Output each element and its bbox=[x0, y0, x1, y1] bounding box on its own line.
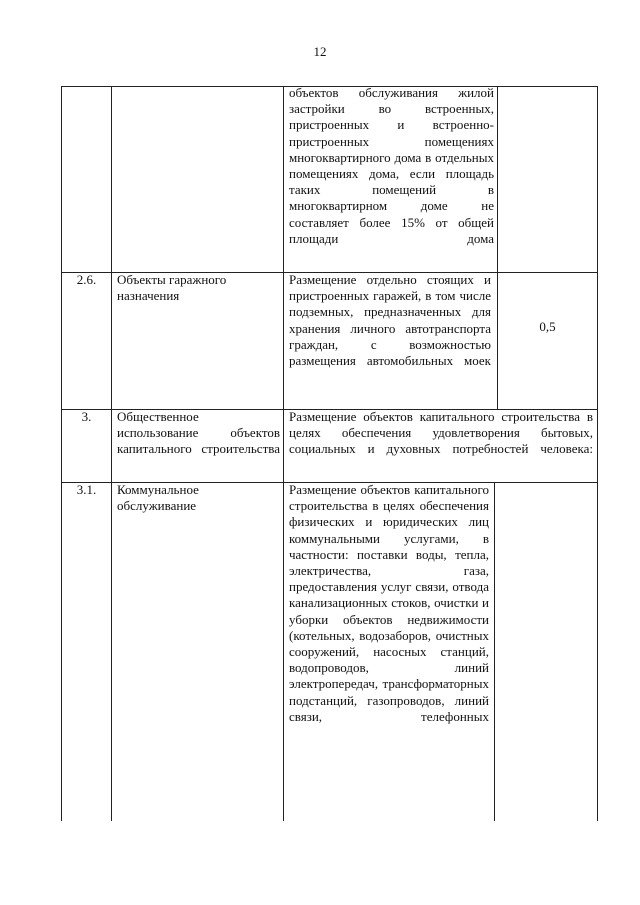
row-number: 2.6. bbox=[76, 272, 97, 287]
row-name: Объекты гаражного назначения bbox=[117, 272, 227, 304]
table-column-divider bbox=[497, 86, 498, 409]
row-description: Размещение объектов капитального строительства в целях обеспечения удовлетворения бытовых, социальных и духовных потребностей человека: bbox=[289, 409, 593, 457]
row-name: Общественное использование объектов капитального строительства bbox=[117, 409, 280, 457]
row-number: 3. bbox=[81, 409, 92, 424]
row-value: 0,5 bbox=[539, 319, 556, 334]
page-number: 12 bbox=[313, 44, 327, 59]
table-border-left bbox=[61, 86, 62, 821]
row-name: Коммунальное обслуживание bbox=[117, 482, 199, 514]
row-number: 3.1. bbox=[76, 482, 97, 497]
table-column-divider bbox=[111, 86, 112, 821]
row-description: объектов обслуживания жилой застройки во встроенных, пристроенных и встроенно-пристроенных помещениях многоквартирного дома в отдельных помещениях дома, если площадь таких помещений в многоквартирном доме не составляет более 15% от общей площади дома bbox=[289, 85, 494, 246]
table-border-right bbox=[597, 86, 598, 821]
row-description: Размещение объектов капитального строительства в целях обеспечения физических и юридических лиц коммунальными услугами, в частности: поставки воды, тепла, электричества, газа, предоставления услуг связи, отвода канализационных стоков, очистки и уборки объектов недвижимости (котельных, водозаборов, очистных сооружений, насосных станций, водопроводов, линий электропередач, трансформаторных подстанций, газопроводов, линий связи, телефонных bbox=[289, 482, 489, 724]
row-description: Размещение отдельно стоящих и пристроенных гаражей, в том числе подземных, предназначенных для хранения личного автотранспорта граждан, с возможностью размещения автомобильных моек bbox=[289, 272, 491, 369]
table-column-divider bbox=[283, 86, 284, 821]
table-column-divider bbox=[494, 482, 495, 821]
